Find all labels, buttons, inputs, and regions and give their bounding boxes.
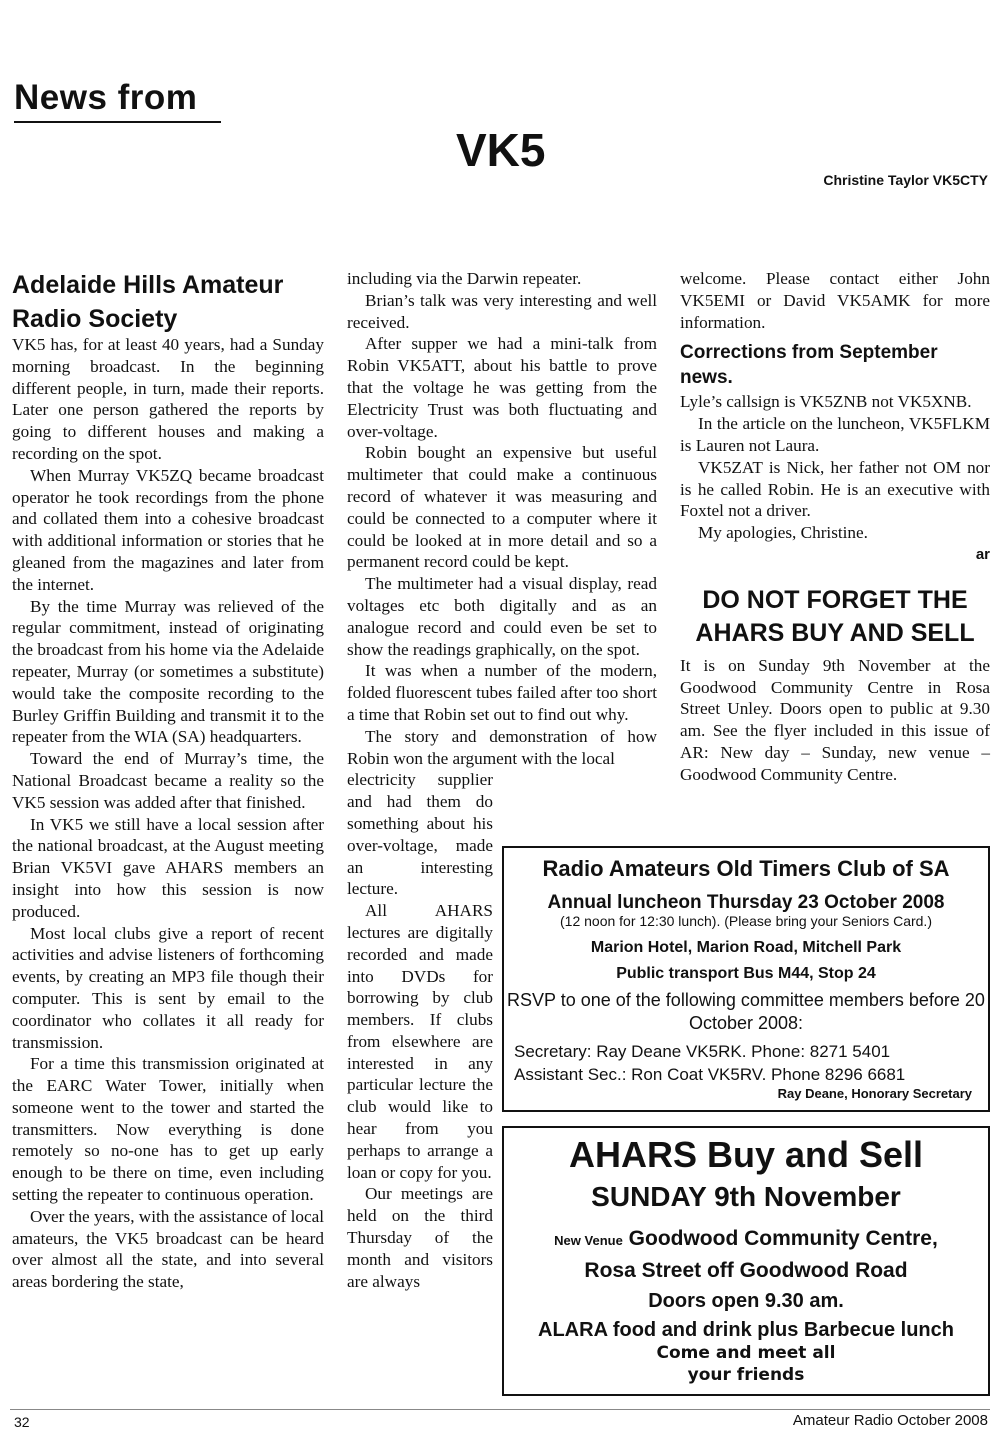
paragraph: electricity supplier and had them do something about his over-voltage, made an interesting lecture. — [347, 770, 493, 899]
paragraph: The multimeter had a visual display, read voltages etc both digitally and as an analogue record and could even be set to show the readings graphically, on the spot. — [347, 574, 657, 659]
street-line: Rosa Street off Goodwood Road — [584, 1259, 908, 1282]
paragraph: Most local clubs give a report of recent activities and advise listeners of forthcoming events, by creating an MP3 file though their computer. This is sent by email to the coordinator who collates it all ready for transmission. — [12, 923, 324, 1052]
paragraph: Toward the end of Murray’s time, the National Broadcast became a reality so the VK5 session was added after that finished. — [12, 749, 324, 812]
transport-line: Public transport Bus M44, Stop 24 — [616, 965, 876, 982]
paragraph: In VK5 we still have a local session after the national broadcast, at the August meeting Brian VK5VI gave AHARS members an insight into how this session is now produced. — [12, 814, 324, 921]
paragraph: Robin bought an expensive but useful multimeter that could make a continuous record of whatever it was measuring and could be connected to a computer where it could be looked at in more detail and so a permanent record could be kept. — [347, 443, 657, 572]
paragraph: Over the years, with the assistance of local amateurs, the VK5 broadcast can be heard over almost all the state, and into several areas bordering the state, — [12, 1206, 324, 1292]
luncheon-line: Annual luncheon Thursday 23 October 2008 — [547, 892, 945, 913]
notice-title: Radio Amateurs Old Timers Club of SA — [542, 856, 950, 881]
paragraph: The story and demonstration of how Robin won the argument with the local — [347, 726, 657, 768]
old-timers-notice-box — [502, 846, 990, 1112]
invitation-line: Come and meet all your friends — [656, 1343, 836, 1385]
corrections-heading: Corrections from September news. — [680, 342, 938, 389]
paragraph: including via the Darwin repeater. — [347, 269, 582, 288]
signature-line: Ray Deane, Honorary Secretary — [777, 1086, 972, 1101]
section-kicker: News from — [14, 78, 221, 123]
author-byline: Christine Taylor VK5CTY — [823, 172, 988, 188]
notice-title: AHARS Buy and Sell — [568, 1134, 924, 1175]
column-3 — [680, 268, 990, 786]
secretary-contact: Secretary: Ray Deane VK5RK. Phone: 8271 5401 — [514, 1042, 891, 1061]
paragraph: In the article on the luncheon, VK5FLKM is Lauren not Laura. — [680, 414, 990, 455]
page-number: 32 — [14, 1414, 30, 1430]
footer-divider — [10, 1409, 990, 1410]
reminder-heading: DO NOT FORGET THE AHARS BUY AND SELL — [695, 585, 975, 647]
rsvp-line: RSVP to one of the following committee members before 20 October 2008: — [507, 990, 985, 1033]
paragraph: By the time Murray was relieved of the regular commitment, instead of originating the broadcast from his home via the Adelaide repeater, Murray (or sometimes a substitute) would take the composite recording to the Burley Griffin Building and transmit it to the repeater from the WIA (SA) headquarters. — [12, 596, 324, 747]
narrow-text-block — [347, 769, 493, 1292]
event-date: SUNDAY 9th November — [591, 1181, 901, 1212]
article-heading: Adelaide Hills Amateur Radio Society — [12, 271, 284, 333]
paragraph: Brian’s talk was very interesting and well received. — [347, 290, 657, 332]
paragraph: VK5 has, for at least 40 years, had a Sunday morning broadcast. In the beginning different people, in turn, made their reports. Later one person gathered the reports by going to different houses and making a recording on the spot. — [12, 335, 324, 463]
paragraph: For a time this transmission originated at the EARC Water Tower, initially when someone went to the tower and started the transmitters. Now everything is done remotely so no-one has to get up early enough to be there on time, even including setting the repeater to continuous operation. — [12, 1054, 324, 1205]
assistant-contact: Assistant Sec.: Ron Coat VK5RV. Phone 8296 6681 — [514, 1065, 906, 1084]
buy-and-sell-notice-box — [502, 1126, 990, 1396]
publication-title: Amateur Radio October 2008 — [792, 1412, 988, 1429]
paragraph: Lyle’s callsign is VK5ZNB not VK5XNB. — [680, 392, 972, 412]
paragraph: VK5ZAT is Nick, her father not OM nor is he called Robin. He is an executive with Foxtel not a driver. — [680, 457, 990, 521]
paragraph: My apologies, Christine. — [698, 523, 868, 543]
venue-prefix: New Venue — [554, 1233, 623, 1248]
paragraph: When Murray VK5ZQ became broadcast operator he took recordings from the phone and collated them into a cohesive broadcast with additional information or stories that he gleaned from the magazines and later from the internet. — [12, 465, 324, 594]
paragraph: It was when a number of the modern, folded fluorescent tubes failed after too short a time that Robin set out to find out why. — [347, 661, 657, 724]
paragraph: Our meetings are held on the third Thursday of the month and visitors are always — [347, 1184, 493, 1291]
paragraph: welcome. Please contact either John VK5EMI or David VK5AMK for more information. — [680, 269, 990, 332]
venue-line — [504, 1224, 988, 1256]
luncheon-note: (12 noon for 12:30 lunch). (Please bring your Seniors Card.) — [560, 913, 932, 929]
venue-name: Goodwood Community Centre, — [628, 1227, 938, 1250]
paragraph: It is on Sunday 9th November at the Goodwood Community Centre in Rosa Street Unley. Doors open to public at 9.30 am. See the flyer included in this issue of AR: New day – Sunday, new venue – Goodwood Community Centre. — [680, 655, 990, 784]
end-mark: ar — [975, 545, 990, 563]
food-line: ALARA food and drink plus Barbecue lunch — [538, 1319, 954, 1341]
page-title: VK5 — [456, 124, 546, 176]
doors-line: Doors open 9.30 am. — [648, 1290, 844, 1312]
paragraph: All AHARS lectures are digitally recorded and made into DVDs for borrowing by club members. If clubs from elsewhere are interested in any particular lecture the club would like to hear from you perhaps to arrange a loan or copy for you. — [347, 901, 493, 1182]
paragraph: After supper we had a mini-talk from Robin VK5ATT, about his battle to prove that the voltage he was getting from the Electricity Trust was both fluctuating and over-voltage. — [347, 334, 657, 441]
column-1 — [12, 268, 324, 1293]
venue-line: Marion Hotel, Marion Road, Mitchell Park — [590, 939, 902, 956]
